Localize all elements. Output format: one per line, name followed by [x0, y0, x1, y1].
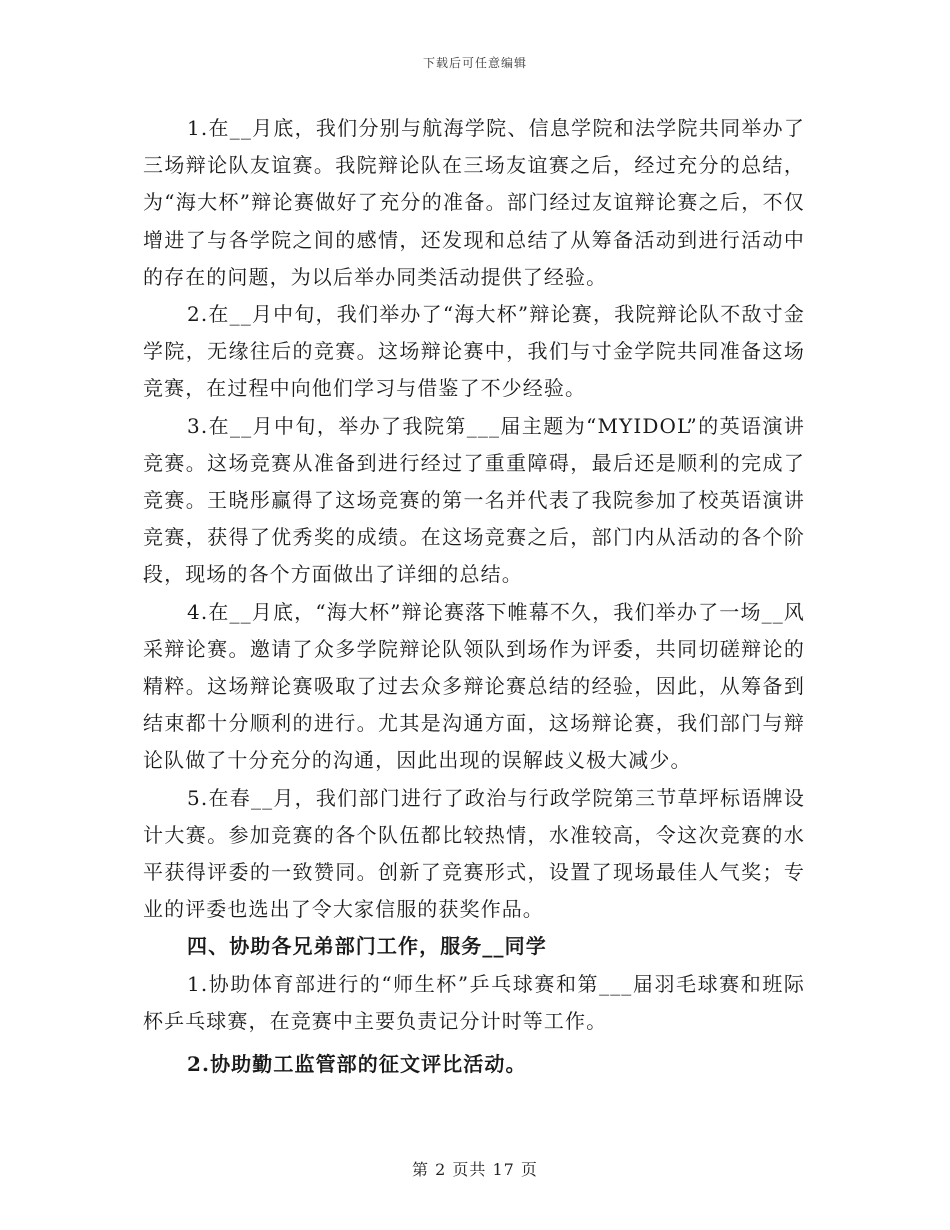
- document-body: [143, 110, 805, 1083]
- section-paragraph-1: 1.协助体育部进行的“师生杯”乒乓球赛和第___届羽毛球赛和班际杯乒乓球赛，在竞赛中主要负责记分计时等工作。: [143, 971, 805, 1033]
- paragraph-4: 4.在__月底，“海大杯”辩论赛落下帷幕不久，我们举办了一场__风采辩论赛。邀请了众多学院辩论队领队到场作为评委，共同切磋辩论的精粹。这场辩论赛吸取了过去众多辩论赛总结的经验，因此，从筹备到结束都十分顺利的进行。尤其是沟通方面，这场辩论赛，我们部门与辩论队做了十分充分的沟通，因此出现的误解歧义极大减少。: [143, 599, 805, 773]
- paragraph-3: 3.在__月中旬，举办了我院第___届主题为“MYIDOL”的英语演讲竞赛。这场竞赛从准备到进行经过了重重障碍，最后还是顺利的完成了竞赛。王晓彤赢得了这场竞赛的第一名并代表了我院参加了校英语演讲竞赛，获得了优秀奖的成绩。在这场竞赛之后，部门内从活动的各个阶段，现场的各个方面做出了详细的总结。: [143, 413, 805, 587]
- section-heading: 四、协助各兄弟部门工作，服务__同学: [187, 934, 547, 959]
- section-subheading-2: 2.协助勤工监管部的征文评比活动。: [187, 1052, 527, 1077]
- page-header: 下载后可任意编辑: [422, 56, 527, 70]
- page-number-footer: 第 2 页共 17 页: [412, 1160, 538, 1179]
- paragraph-5: 5.在春__月，我们部门进行了政治与行政学院第三节草坪标语牌设计大赛。参加竞赛的各个队伍都比较热情，水准较高，令这次竞赛的水平获得评委的一致赞同。创新了竞赛形式，设置了现场最佳人气奖；专业的评委也选出了令大家信服的获奖作品。: [143, 785, 805, 922]
- paragraph-1: 1.在__月底，我们分别与航海学院、信息学院和法学院共同举办了三场辩论队友谊赛。我院辩论队在三场友谊赛之后，经过充分的总结，为“海大杯”辩论赛做好了充分的准备。部门经过友谊辩论赛之后，不仅增进了与各学院之间的感情，还发现和总结了从筹备活动到进行活动中的存在的问题，为以后举办同类活动提供了经验。: [143, 116, 805, 289]
- paragraph-2: 2.在__月中旬，我们举办了“海大杯”辩论赛，我院辩论队不敌寸金学院，无缘往后的竞赛。这场辩论赛中，我们与寸金学院共同准备这场竞赛，在过程中向他们学习与借鉴了不少经验。: [143, 302, 805, 401]
